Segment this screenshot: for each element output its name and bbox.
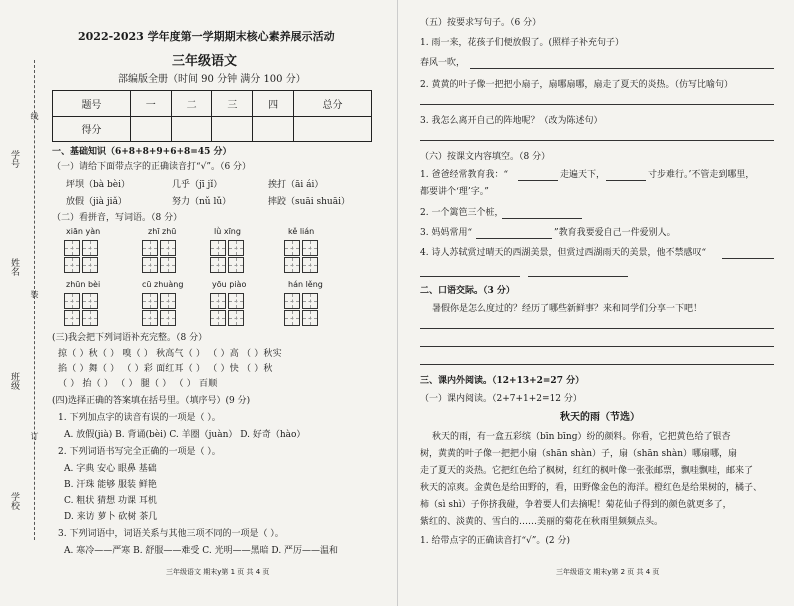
score-header-cell: 总分 [294, 91, 372, 117]
char-box[interactable] [64, 293, 80, 309]
section-3-1-heading: （一）课内阅读。（2+7+1+2=12 分） [420, 394, 582, 404]
seal-mark-stitch: 订 [30, 432, 39, 440]
char-box[interactable] [302, 310, 318, 326]
char-box[interactable] [142, 240, 158, 256]
fill-in-line[interactable]: 掐（ ）舞（ ） （ ）彩 面红耳（ ） （ ）快 （ ）秋 [58, 364, 273, 374]
pinyin-choice-item[interactable]: 摔跤（suāi shuāi） [268, 197, 350, 207]
answer-line[interactable] [420, 104, 774, 105]
pinyin-choice-item[interactable]: 放假（jià jiǎ） [66, 197, 127, 207]
exam-meta: 部编版全册（时间 90 分钟 满分 100 分） [118, 74, 306, 85]
char-box[interactable] [160, 293, 176, 309]
char-box[interactable] [284, 257, 300, 273]
question-6-1-b: 走遍天下， [560, 170, 606, 180]
question-5-heading: （五）按要求写句子。（6 分） [420, 18, 542, 28]
question-5-1-prompt: 春风一吹， [420, 58, 466, 68]
char-box[interactable] [284, 293, 300, 309]
question-6-2: 2. 一个篱笆三个桩， [420, 208, 504, 218]
question-4-3-options[interactable]: A. 寒冷——严寒 B. 舒服——难受 C. 光明——黑暗 D. 严厉——温和 [64, 546, 339, 556]
article-line: 秋天的凉爽。金黄色是给田野的，看，田野像金色的海洋。橙红色是给果树的，橘子、 [420, 483, 763, 493]
char-box[interactable] [82, 257, 98, 273]
seal-mark-bind: 装 [30, 290, 39, 298]
char-box[interactable] [284, 240, 300, 256]
char-box[interactable] [142, 293, 158, 309]
answer-line[interactable] [518, 180, 558, 181]
question-6-1-c: 寸步难行。’不管走到哪里， [648, 170, 755, 180]
question-1-heading: （一）请给下面带点字的正确读音打“√”。（6 分） [52, 162, 252, 172]
score-cell[interactable] [253, 116, 294, 142]
option-item[interactable]: C. 粗状 猜想 功课 耳机 [64, 496, 157, 506]
article-line: 柿（sì shì）子你挤我碰，争着要人们去摘呢！菊花仙子得到的颜色就更多了， [420, 500, 732, 510]
char-box[interactable] [160, 257, 176, 273]
question-4-1-options[interactable]: A. 放假(jià) B. 背诵(bèi) C. 羊圈（juàn） D. 好奇（hào） [64, 430, 306, 440]
char-box[interactable] [64, 240, 80, 256]
char-box[interactable] [160, 240, 176, 256]
char-box[interactable] [82, 293, 98, 309]
score-header-cell: 四 [253, 91, 294, 117]
char-box[interactable] [210, 240, 226, 256]
page-divider [397, 0, 398, 606]
answer-line[interactable] [476, 238, 552, 239]
score-row-label: 得分 [53, 116, 131, 142]
score-cell[interactable] [171, 116, 212, 142]
question-3-heading: (三)我会把下列词语补充完整。（8 分） [52, 333, 208, 343]
score-cell[interactable] [294, 116, 372, 142]
question-6-1-d: 都要讲个‘理’字。” [420, 187, 489, 197]
exam-title: 2022-2023 学年度第一学期期末核心素养展示活动 [78, 30, 335, 43]
pinyin-label: cū zhuàng [142, 280, 184, 289]
question-6-3-b: ”教育我要爱自己一件爱别人。 [554, 228, 676, 238]
question-2-heading: （二）看拼音，写词语。（8 分） [52, 213, 183, 223]
question-6-4: 4. 诗人苏轼赏过晴天的西湖美景，但赏过西湖雨天的美景，他不禁感叹“ [420, 248, 707, 258]
page-footer-right: 三年级语文 期末y第 2 页 共 4 页 [556, 568, 660, 576]
binding-dashed-line [34, 60, 35, 540]
page-footer-left: 三年级语文 期末y第 1 页 共 4 页 [166, 568, 270, 576]
question-4-1: 1. 下列加点字的读音有误的一项是（ ）。 [58, 413, 221, 423]
char-box[interactable] [302, 257, 318, 273]
pinyin-label: zhūn bèi [66, 280, 101, 289]
article-title: 秋天的雨（节选） [560, 412, 640, 423]
question-4-2: 2. 下列词语书写完全正确的一项是（ ）。 [58, 447, 221, 457]
article-line: 走了夏天的炎热。它把红色给了枫树，红红的枫叶像一张张邮票，飘哇飘哇，邮来了 [420, 466, 754, 476]
question-6-3-a: 3. 妈妈常用“ [420, 228, 473, 238]
answer-line[interactable] [470, 68, 774, 69]
char-box[interactable] [64, 257, 80, 273]
score-header-cell: 题号 [53, 91, 131, 117]
score-cell[interactable] [212, 116, 253, 142]
answer-line[interactable] [420, 276, 520, 277]
question-5-1: 1. 雨一来，花孩子们便放假了。(照样子补充句子） [420, 38, 624, 48]
char-box[interactable] [210, 310, 226, 326]
option-item[interactable]: D. 来访 萝卜 砍树 茶几 [64, 512, 158, 522]
option-item[interactable]: A. 字典 安心 眼鼻 基础 [64, 464, 157, 474]
section-1-heading: 一、基础知识（6+8+8+9+6+8=45 分） [52, 147, 232, 157]
char-box[interactable] [210, 257, 226, 273]
student-name-label: 姓名 [9, 258, 19, 276]
answer-line[interactable] [420, 140, 774, 141]
school-label: 学校 [9, 492, 19, 510]
answer-line[interactable] [606, 180, 646, 181]
oral-question: 暑假你是怎么度过的？经历了哪些新鲜事？来和同学们分享一下吧！ [432, 304, 703, 314]
answer-line[interactable] [420, 364, 774, 365]
answer-line[interactable] [722, 258, 774, 259]
answer-line[interactable] [420, 346, 774, 347]
score-table [52, 90, 372, 142]
pinyin-choice-item[interactable]: 坪坝（bà bèi） [66, 180, 130, 190]
score-header-cell: 二 [171, 91, 212, 117]
question-5-2: 2. 黄黄的叶子像一把把小扇子，扇哪扇哪，扇走了夏天的炎热。（仿写比喻句） [420, 80, 733, 90]
student-number-label: 学号 [9, 150, 19, 168]
pinyin-label: hán lěng [288, 280, 323, 289]
article-question-1: 1. 给带点字的正确读音打“√”。(2 分) [420, 536, 570, 546]
section-3-heading: 三、课内外阅读。（12+13+2=27 分） [420, 376, 585, 386]
answer-line[interactable] [528, 276, 628, 277]
char-box[interactable] [82, 310, 98, 326]
score-cell[interactable] [130, 116, 171, 142]
char-box[interactable] [64, 310, 80, 326]
pinyin-label: xiān yàn [66, 227, 101, 236]
section-2-heading: 二、口语交际。（3 分） [420, 286, 515, 296]
char-box[interactable] [210, 293, 226, 309]
answer-line[interactable] [502, 218, 582, 219]
char-box[interactable] [302, 240, 318, 256]
char-box[interactable] [142, 257, 158, 273]
char-box[interactable] [160, 310, 176, 326]
pinyin-choice-item[interactable]: 几乎（jī jǐ） [172, 180, 223, 190]
char-box[interactable] [302, 293, 318, 309]
question-6-1-a: 1. 爸爸经常教育我：“ [420, 170, 509, 180]
question-5-3: 3. 我怎么离开自己的阵地呢？（改为陈述句） [420, 116, 603, 126]
char-box[interactable] [142, 310, 158, 326]
char-box[interactable] [82, 240, 98, 256]
char-box[interactable] [228, 240, 244, 256]
char-box[interactable] [284, 310, 300, 326]
question-6-heading: （六）按课文内容填空。（8 分） [420, 152, 551, 162]
pinyin-label: zhī zhū [148, 227, 177, 236]
article-line: 紫红的、淡黄的、雪白的……美丽的菊花在秋雨里频频点头。 [420, 517, 664, 527]
pinyin-label: lǜ xīng [214, 227, 241, 236]
char-box[interactable] [228, 257, 244, 273]
option-item[interactable]: B. 汗珠 能够 服装 鲜艳 [64, 480, 157, 490]
seal-mark-line: 线 [30, 112, 39, 120]
score-header-cell: 三 [212, 91, 253, 117]
pinyin-choice-item[interactable]: 努力（nǔ lǔ） [172, 197, 232, 207]
pinyin-label: kě lián [288, 227, 315, 236]
char-box[interactable] [228, 293, 244, 309]
article-line: 秋天的雨，有一盒五彩缤（bīn bīng）纷的颜料。你看，它把黄色给了银杏 [432, 432, 731, 442]
fill-in-line[interactable]: （ ） 抬（ ） （ ） 腿（ ） （ ） 百顺 [58, 379, 218, 389]
question-4-3: 3. 下列词语中，词语关系与其他三项不同的一项是（ ）。 [58, 529, 284, 539]
exam-subject: 三年级语文 [172, 54, 238, 69]
score-header-cell: 一 [130, 91, 171, 117]
pinyin-choice-item[interactable]: 挨打（āi ái） [268, 180, 324, 190]
question-4-heading: (四)选择正确的答案填在括号里。（填序号）(9 分) [52, 396, 251, 406]
pinyin-label: yōu piào [212, 280, 247, 289]
answer-line[interactable] [420, 328, 774, 329]
char-box[interactable] [228, 310, 244, 326]
class-label: 班级 [9, 372, 19, 390]
fill-in-line[interactable]: 掠（ ）秋（ ） 嗅（ ） 秋高气（ ） （ ）高 （ ）秋实 [58, 349, 282, 359]
article-line: 树，黄黄的叶子像一把把小扇（shān shàn）子，扇（shān shàn）哪扇哪，扇 [420, 449, 738, 459]
